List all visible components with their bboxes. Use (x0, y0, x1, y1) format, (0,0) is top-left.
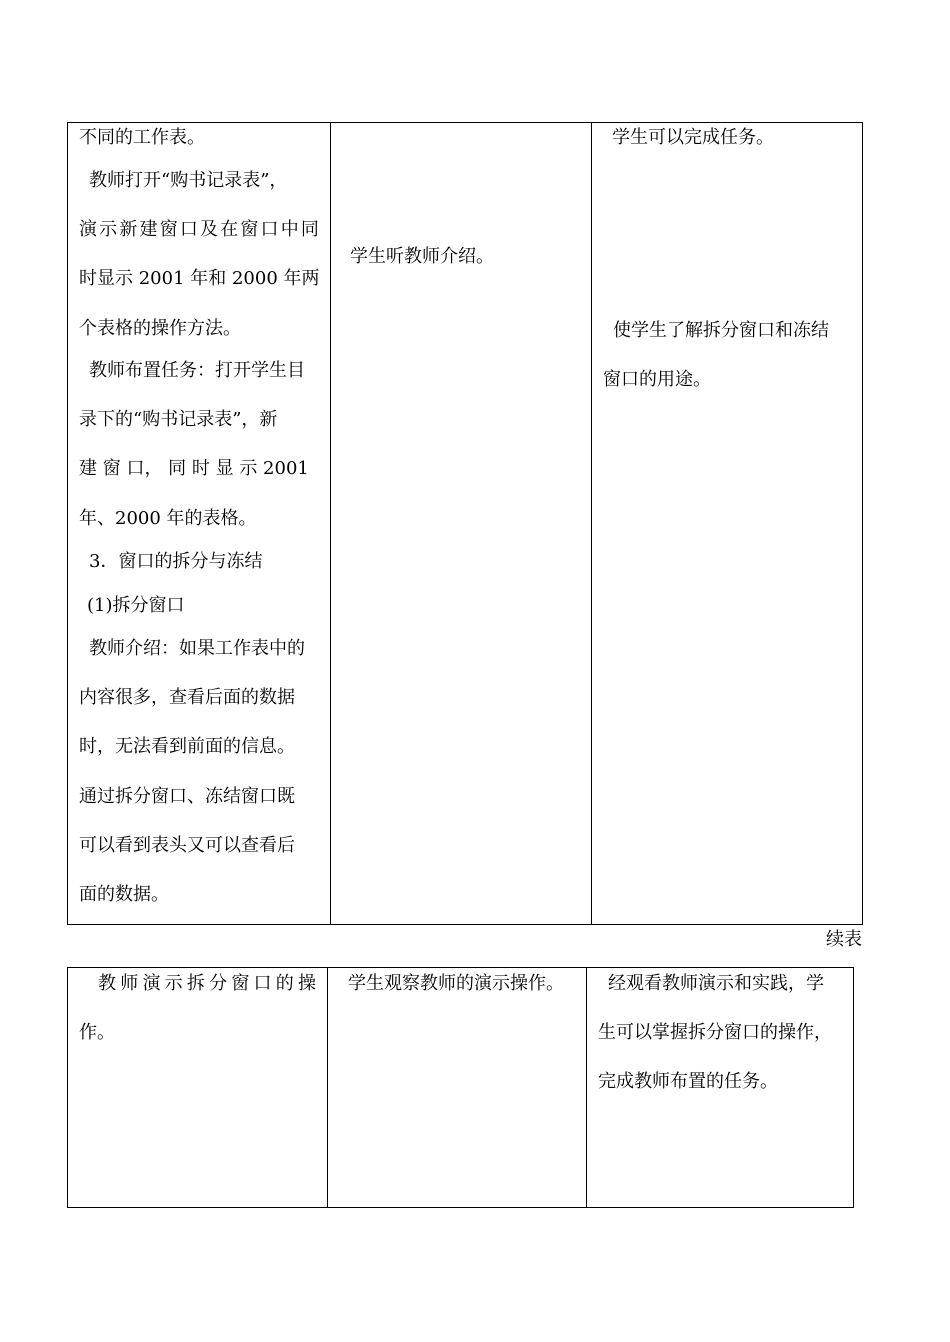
table1-col1-line: 通过拆分窗口、冻结窗口既 (79, 786, 295, 807)
table1-col1-line: 年、2000 年的表格。 (79, 508, 257, 529)
table1-col1-line: 教师打开“购书记录表”， (89, 170, 288, 191)
lesson-table-1 (67, 122, 863, 925)
table1-col3-line: 窗口的用途。 (603, 369, 711, 390)
table1-col1-line: 演 示 新 建 窗 口 及 在 窗 口 中 同 (79, 219, 319, 240)
table1-col1-line: 录下的“购书记录表”，新 (79, 409, 278, 430)
lesson-table-2 (67, 967, 854, 1208)
student-activity-column (327, 968, 586, 1207)
teacher-activity-column (68, 968, 327, 1207)
table2-col2-line: 学生观察教师的演示操作。 (348, 973, 564, 994)
table1-col3-line: 学生可以完成任务。 (612, 127, 774, 148)
student-activity-column (330, 123, 591, 924)
table2-col3-line: 经观看教师演示和实践，学 (608, 973, 824, 994)
table1-col1-line: 不同的工作表。 (79, 127, 205, 148)
table1-col1-line: 3．窗口的拆分与冻结 (89, 551, 263, 572)
table1-col1-line: 教师介绍：如果工作表中的 (89, 638, 305, 659)
table1-col1-line: 内容很多，查看后面的数据 (79, 687, 295, 708)
table1-col3-line: 使学生了解拆分窗口和冻结 (613, 320, 829, 341)
table1-col1-line: 时显示 2001 年和 2000 年两 (79, 268, 320, 289)
table1-col2-line: 学生听教师介绍。 (350, 246, 494, 267)
continued-label: 续表 (826, 929, 862, 950)
design-intent-column (591, 123, 862, 924)
table1-col1-line: 面的数据。 (79, 884, 169, 905)
table1-col1-line: (1)拆分窗口 (87, 595, 185, 616)
table1-col1-line: 建 窗 口， 同 时 显 示 2001 (79, 458, 309, 479)
table1-col1-line: 可以看到表头又可以查看后 (79, 835, 295, 856)
table1-col1-line: 个表格的操作方法。 (79, 318, 241, 339)
table2-col1-line: 教 师 演 示 拆 分 窗 口 的 操 (98, 973, 316, 994)
table1-col1-line: 教师布置任务：打开学生目 (89, 360, 305, 381)
teacher-activity-column (68, 123, 330, 924)
table2-col1-line: 作。 (79, 1022, 115, 1043)
table2-col3-line: 生可以掌握拆分窗口的操作， (598, 1022, 832, 1043)
design-intent-column (586, 968, 853, 1207)
table2-col3-line: 完成教师布置的任务。 (598, 1071, 778, 1092)
table1-col1-line: 时，无法看到前面的信息。 (79, 736, 295, 757)
